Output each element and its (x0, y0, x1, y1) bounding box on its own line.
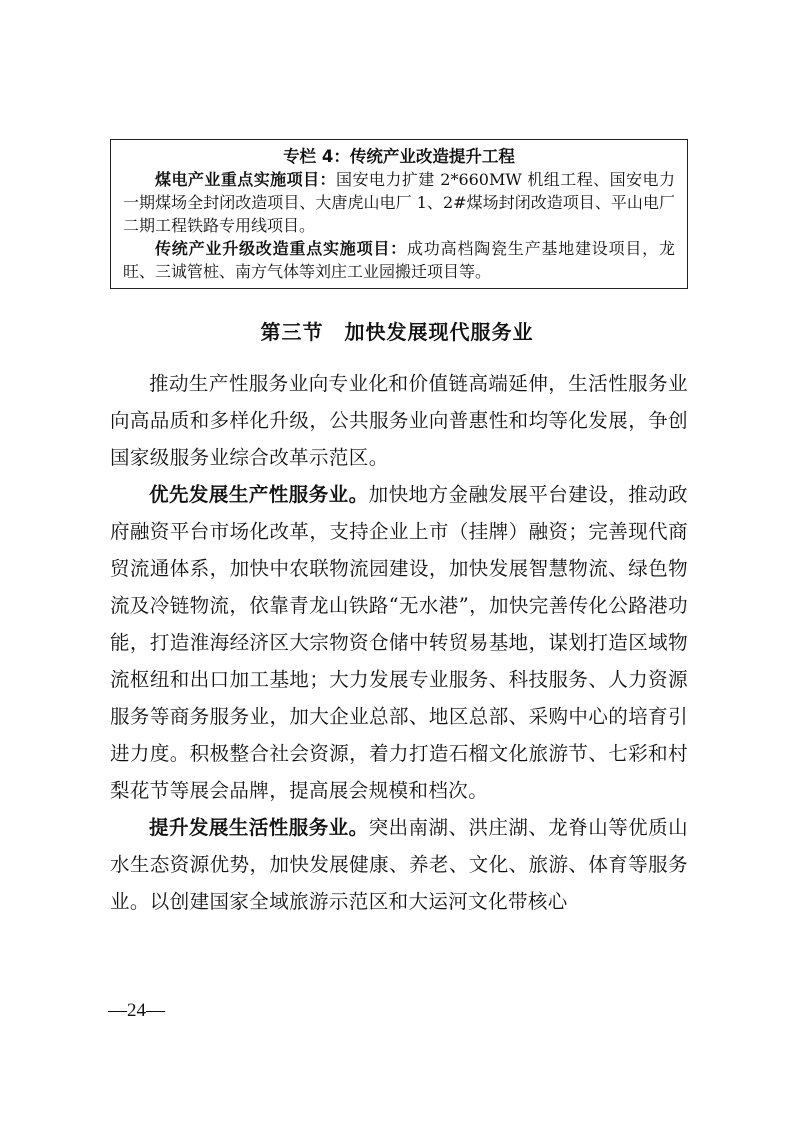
box-paragraph-upgrade (123, 237, 675, 283)
box-paragraph-label: 传统产业升级改造重点实施项目： (155, 239, 407, 258)
box-title: 专栏 4：传统产业改造提升工程 (283, 147, 515, 166)
box-paragraph-coal-power (123, 168, 675, 237)
page-number: —24— (108, 1000, 165, 1021)
paragraph-text: 突出南湖、洪庄湖、龙脊山等优质山水生态资源优势，加快发展健康、养老、文化、旅游、体育等服务业。以创建国家全域旅游示范区和大运河文化带核心 (110, 816, 688, 913)
box-paragraph-label: 煤电产业重点实施项目： (155, 170, 336, 189)
body-paragraph-consumer-services (110, 809, 688, 920)
paragraph-text: 加快地方金融发展平台建设，推动政府融资平台市场化改革，支持企业上市（挂牌）融资；完善现代商贸流通体系，加快中农联物流园建设，加快发展智慧物流、绿色物流及冷链物流，依靠青龙山铁路“无水港”，加快完善传化公路港功能，打造淮海经济区大宗物资仓储中转贸易基地，谋划打造区域物流枢纽和出口加工基地；大力发展专业服务、科技服务、人力资源服务等商务服务业，加大企业总部、地区总部、采购中心的培育引进力度。积极整合社会资源，着力打造石榴文化旅游节、七彩和村梨花节等展会品牌，提高展会规模和档次。 (110, 483, 688, 802)
body-paragraph-intro: 推动生产性服务业向专业化和价值链高端延伸，生活性服务业向高品质和多样化升级，公共服务业向普惠性和均等化发展，争创国家级服务业综合改革示范区。 (110, 372, 688, 469)
paragraph-lead: 优先发展生产性服务业。 (149, 483, 369, 506)
section-title: 第三节 加快发展现代服务业 (260, 320, 534, 344)
body-text (110, 365, 688, 920)
box-paragraph-text: 国安电力扩建 2*660MW 机组工程、国安电力一期煤场全封闭改造项目、大唐虎山电厂 1、2#煤场封闭改造项目、平山电厂二期工程铁路专用线项目。 (123, 170, 675, 235)
body-paragraph-producer-services (110, 476, 688, 809)
box-paragraph-text: 成功高档陶瓷生产基地建设项目，龙旺、三诚管桩、南方气体等刘庄工业园搬迁项目等。 (123, 239, 675, 281)
feature-box (110, 139, 688, 289)
paragraph-lead: 提升发展生活性服务业。 (149, 816, 369, 839)
